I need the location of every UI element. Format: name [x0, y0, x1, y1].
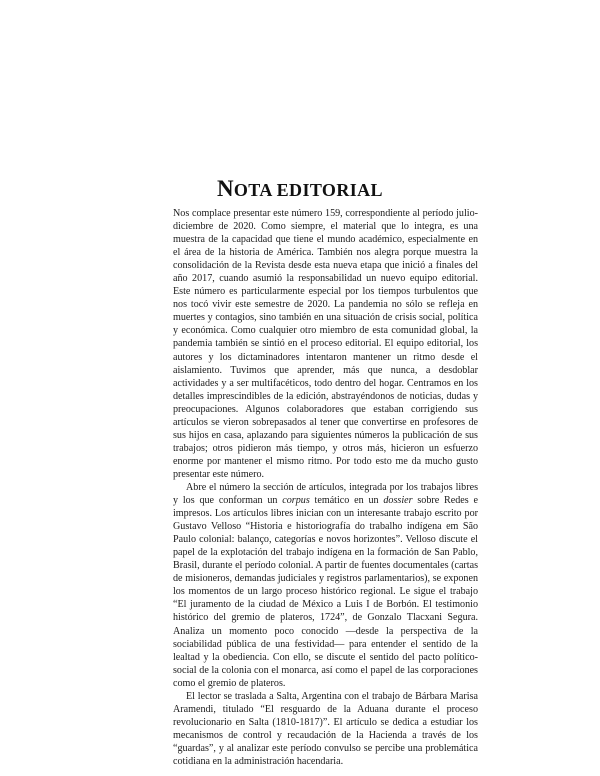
paragraph-3: El lector se traslada a Salta, Argentina con el trabajo de Bárbara Marisa Aramendi, titulado “El resguardo de la Aduana durante el proceso revolucionario en Salta (1810-1817)”. El artículo se dedica a estudiar los mecanismos de control y recaudación de la Hacienda a través de los “guardas”, y al analizar este período convulso se percibe una problemática cotidiana en la administración hacendaria.: [173, 690, 478, 767]
paragraph-2: [173, 481, 478, 690]
paragraph-2-part-c: sobre Redes e impresos. Los artículos libres inician con un interesante trabajo escrito por Gustavo Velloso “Historia e historiografía do trabalho indígena em São Paulo colonial: balanço, categorías e novos horizontes”. Velloso discute el papel de la explotación del trabajo indígena en la formación de San Pablo, Brasil, durante el período colonial. A partir de fuentes documentales (cartas de misioneros, demandas judiciales y registros parlamentarios), se exponen los momentos de un largo proceso histórico regional. Le sigue el trabajo “El juramento de la ciudad de México a Luis I de Borbón. El testimonio histórico del gremio de plateros, 1724”, de Gonzalo Tlacxani Segura. Analiza un momento poco conocido —desde la perspectiva de la sociabilidad pública de una festividad— para entender el sentido de la lealtad y la obediencia. Con ello, se discute el sentido del pacto político-social de la colonia con el monarca, así como el papel de las corporaciones como el gremio de plateros.: [173, 495, 478, 689]
title-initial: N: [217, 176, 234, 202]
paragraph-2-part-a: Abre el número la sección de artículos, integrada por los trabajos libres y los que conforman un: [173, 481, 478, 507]
paragraph-1: Nos complace presentar este número 159, correspondiente al período julio-diciembre de 2020. Como siempre, el material que lo integra, es una muestra de la capacidad que tiene el mundo académico, especialmente en el área de la historia de América. También nos alegra porque muestra la consolidación de la Revista desde esta nueva etapa que inició a finales del año 2017, cuando asumió la responsabilidad un nuevo equipo editorial. Este número es particularmente especial por los tiempos turbulentos que nos tocó vivir este semestre de 2020. La pandemia no sólo se refleja en muertes y contagios, sino también en una situación de crisis social, política y económica. Como cualquier otro miembro de esta comunidad global, la pandemia también se sintió en el proceso editorial. El equipo editorial, los autores y los dictaminadores intentaron mantener un ritmo desde el aislamiento. Tuvimos que aprender, más que nunca, a desdoblar actividades y a ser multifacéticos, todo dentro del hogar. Centramos en los detalles imprescindibles de la edición, abstrayéndonos de noticias, dudas y preocupaciones. Algunos colaboradores que estaban corrigiendo sus artículos se vieron sobrepasados al tener que convertirse en profesores de sus hijos en casa, aplazando para siguientes números la publicación de sus trabajos; otros pidieron más tiempo, y otros más, hicieron un esfuerzo enorme por mantener el mismo ritmo. Por todo esto me da mucho gusto presentar este número.: [173, 208, 478, 480]
page-title: [0, 176, 600, 203]
dossier-term: dossier: [383, 495, 413, 507]
title-rest: OTA EDITORIAL: [233, 180, 383, 201]
editorial-body: [173, 207, 478, 768]
paragraph-2-part-b: temático en un: [309, 495, 384, 507]
corpus-term: corpus: [282, 495, 310, 507]
